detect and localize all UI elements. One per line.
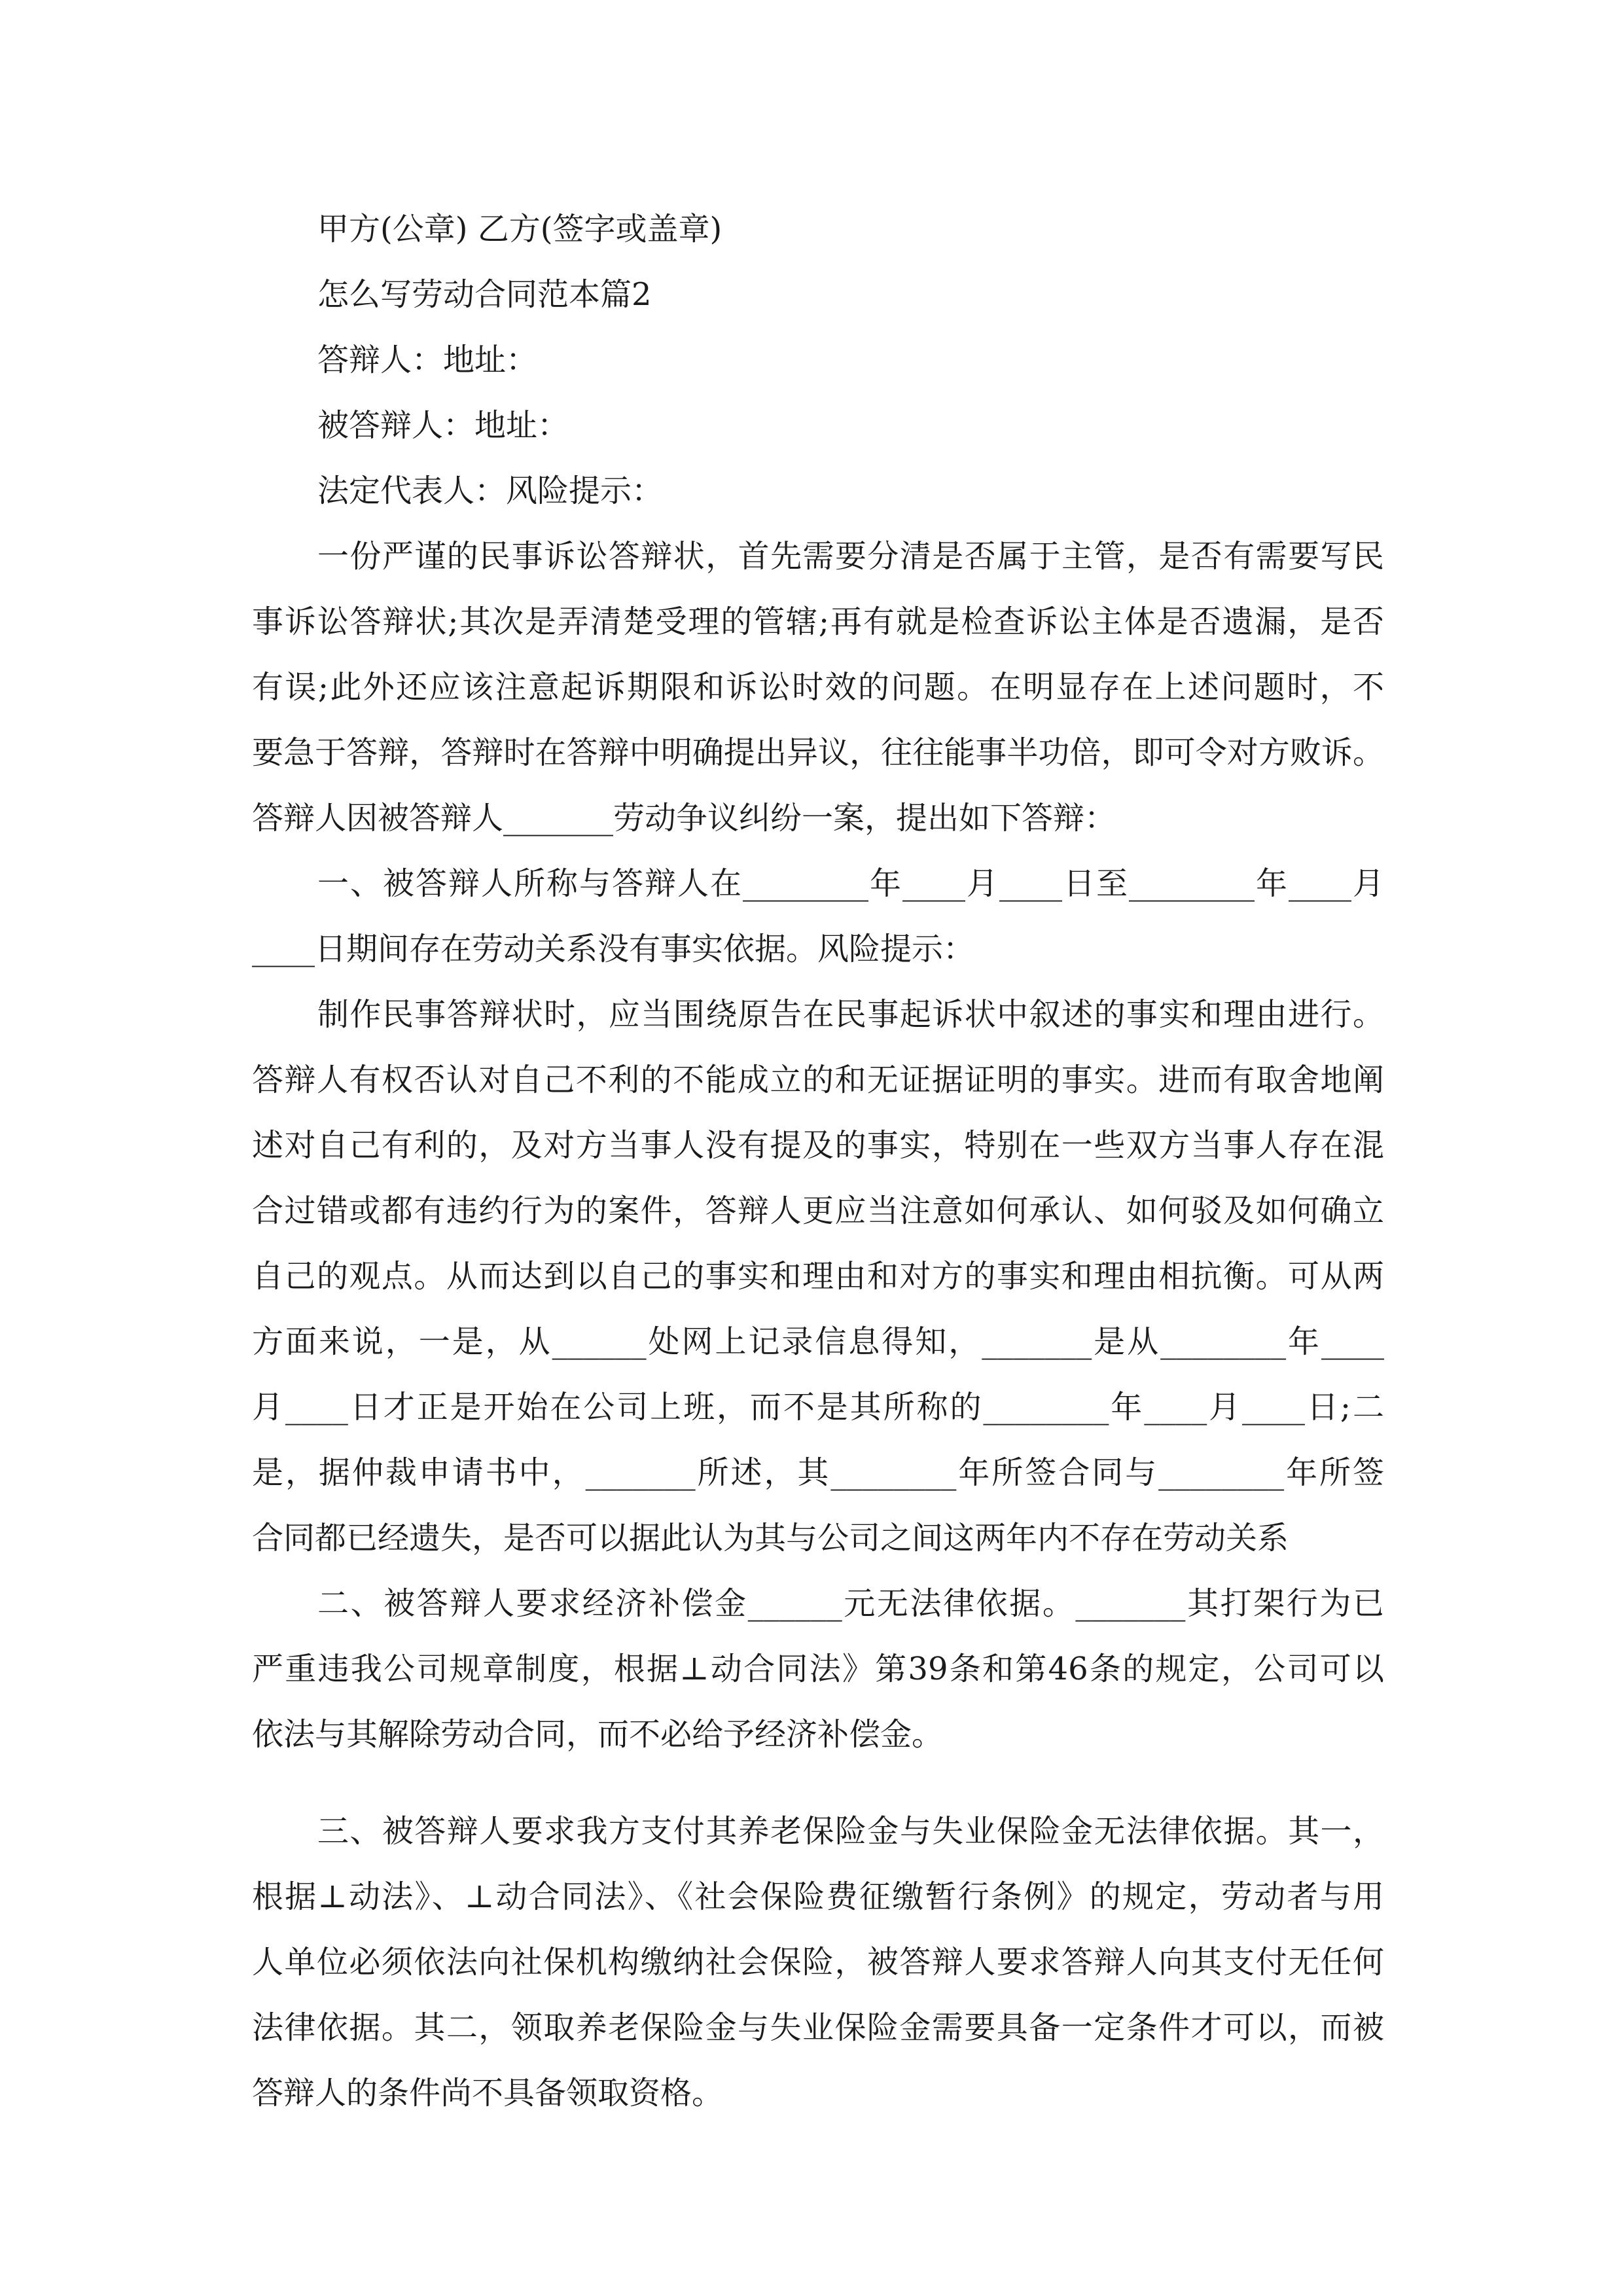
signature-line: 甲方(公章) 乙方(签字或盖章): [317, 211, 722, 247]
paragraph-gap: [252, 1767, 1384, 1799]
paragraph-line: 根据⊥动法》、⊥动合同法》、《社会保险费征缴暂行条例》的规定，劳动者与用: [252, 1878, 1384, 1915]
paragraph-line: 三、被答辩人要求我方支付其养老保险金与失业保险金无法律依据。其一，: [317, 1813, 1384, 1850]
paragraph-line: 自己的观点。从而达到以自己的事实和理由和对方的事实和理由相抗衡。可从两: [252, 1258, 1384, 1295]
paragraph-line: 法律依据。其二，领取养老保险金与失业保险金需要具备一定条件才可以，而被: [252, 2009, 1384, 2046]
paragraph-line: 是，据仲裁申请书中，_______所述，其________年所签合同与________年所签: [252, 1454, 1384, 1491]
paragraph-line: 制作民事答辩状时，应当围绕原告在民事起诉状中叙述的事实和理由进行。: [317, 996, 1384, 1033]
paragraph-line: 月____日才正是开始在公司上班，而不是其所称的________年____月____日;二: [252, 1389, 1384, 1426]
paragraph-line: 一份严谨的民事诉讼答辩状，首先需要分清是否属于主管，是否有需要写民: [317, 538, 1384, 575]
paragraph-line: 一、被答辩人所称与答辩人在________年____月____日至________年____月: [317, 865, 1384, 902]
paragraph-line: 二、被答辩人要求经济补偿金______元无法律依据。_______其打架行为已: [317, 1585, 1384, 1622]
paragraph-line: 事诉讼答辩状;其次是弄清楚受理的管辖;再有就是检查诉讼主体是否遗漏，是否: [252, 603, 1384, 640]
paragraph-line: 要急于答辩，答辩时在答辩中明确提出异议，往往能事半功倍，即可令对方败诉。: [252, 734, 1384, 771]
paragraph-line: 答辩人有权否认对自己不利的不能成立的和无证据证明的事实。进而有取舍地阐: [252, 1062, 1384, 1098]
paragraph-line: 述对自己有利的，及对方当事人没有提及的事实，特别在一些双方当事人存在混: [252, 1127, 1384, 1164]
paragraph-line: 方面来说，一是，从______处网上记录信息得知，_______是从________年____: [252, 1323, 1384, 1360]
respondent-line: 答辩人：地址：: [317, 342, 538, 378]
legal-rep-line: 法定代表人：风险提示：: [317, 473, 664, 509]
paragraph-line: 合过错或都有违约行为的案件，答辩人更应当注意如何承认、如何驳及如何确立: [252, 1193, 1384, 1229]
paragraph-line: 答辩人的条件尚不具备领取资格。: [252, 2075, 724, 2111]
claimant-line: 被答辩人：地址：: [317, 407, 569, 444]
paragraph-line: 依法与其解除劳动合同，而不必给予经济补偿金。: [252, 1716, 944, 1753]
section-heading: 怎么写劳动合同范本篇2: [317, 276, 652, 313]
paragraph-line: ____日期间存在劳动关系没有事实依据。风险提示：: [252, 931, 975, 967]
paragraph-line: 严重违我公司规章制度，根据⊥动合同法》第39条和第46条的规定，公司可以: [252, 1651, 1384, 1687]
paragraph-line: 合同都已经遗失，是否可以据此认为其与公司之间这两年内不存在劳动关系: [252, 1520, 1289, 1556]
paragraph-line: 人单位必须依法向社保机构缴纳社会保险，被答辩人要求答辩人向其支付无任何: [252, 1944, 1384, 1981]
paragraph-line: 答辩人因被答辩人_______劳动争议纠纷一案，提出如下答辩：: [252, 800, 1116, 836]
paragraph-line: 有误;此外还应该注意起诉期限和诉讼时效的问题。在明显存在上述问题时，不: [252, 669, 1384, 706]
document-body: [252, 196, 1384, 2126]
